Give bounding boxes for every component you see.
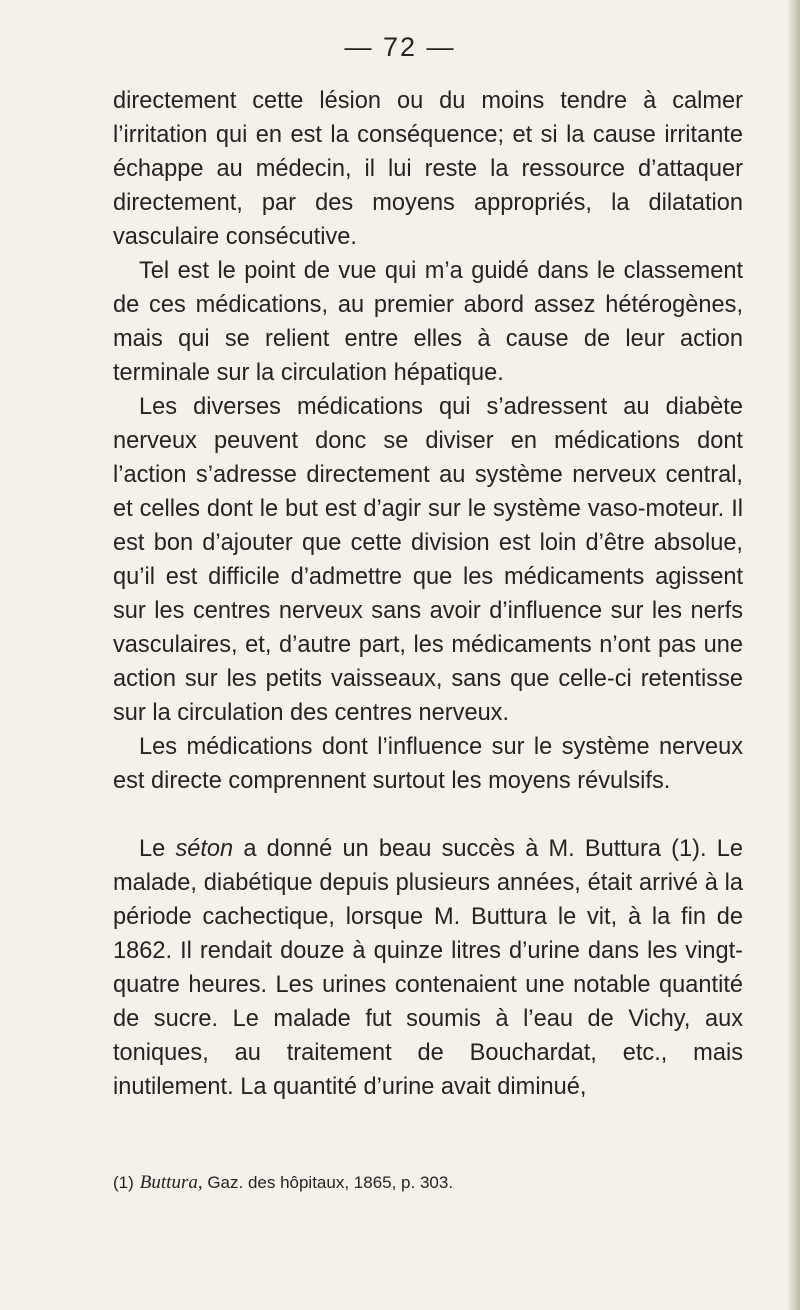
paragraph-continuation: directement cette lésion ou du moins tendre à calmer l’irritation qui en est la conséquence; et si la cause irritante échappe au médecin, il lui reste la ressource d’attaquer directement, par des moyens appropriés, la dilatation vasculaire consécutive.	[113, 88, 743, 250]
body-text	[113, 84, 743, 1104]
paragraph-seton-start: Le	[139, 836, 176, 862]
paragraph-seton-term: séton	[175, 836, 234, 862]
paragraph-point-de-vue: Tel est le point de vue qui m’a guidé dans le classement de ces médications, au premier abord assez hétérogènes, mais qui se relient entre elles à cause de leur action terminale sur la circulation hépatique.	[113, 258, 743, 386]
footnote-source: Gaz. des hôpitaux, 1865, p. 303.	[202, 1173, 454, 1192]
paragraph-seton	[113, 832, 743, 1104]
page-edge-shadow	[788, 0, 800, 1310]
footnote-author: Buttura,	[139, 1172, 203, 1193]
paragraph-seton-rest: a donné un beau succès à M. Buttura (1). Le malade, diabétique depuis plusieurs années, était arrivé à la période cachectique, lorsque M. Buttura le vit, à la fin de 1862. Il rendait douze à quinze litres d’urine dans les vingt-quatre heures. Les urines contenaient une notable quantité de sucre. Le malade fut soumis à l’eau de Vichy, aux toniques, au traitement de Bouchardat, etc., mais inutilement. La quantité d’urine avait diminué,	[113, 836, 743, 1100]
paragraph-diverses-medications: Les diverses médications qui s’adressent au diabète nerveux peuvent donc se diviser en médications dont l’action s’adresse directement au système nerveux central, et celles dont le but est d’agir sur le système vaso-moteur. Il est bon d’ajouter que cette division est loin d’être absolue, qu’il est difficile d’admettre que les médicaments agissent sur les centres nerveux sans avoir d’influence sur les nerfs vasculaires, et, d’autre part, les médicaments n’ont pas une action sur les petits vaisseaux, sans que celle-ci retentisse sur la circulation des centres nerveux.	[113, 394, 743, 726]
page-number: — 72 —	[344, 32, 456, 62]
footnote	[113, 1172, 453, 1194]
footnote-marker: (1)	[113, 1173, 134, 1192]
paragraph-systeme-nerveux: Les médications dont l’influence sur le système nerveux est directe comprennent surtout les moyens révulsifs.	[113, 734, 743, 794]
